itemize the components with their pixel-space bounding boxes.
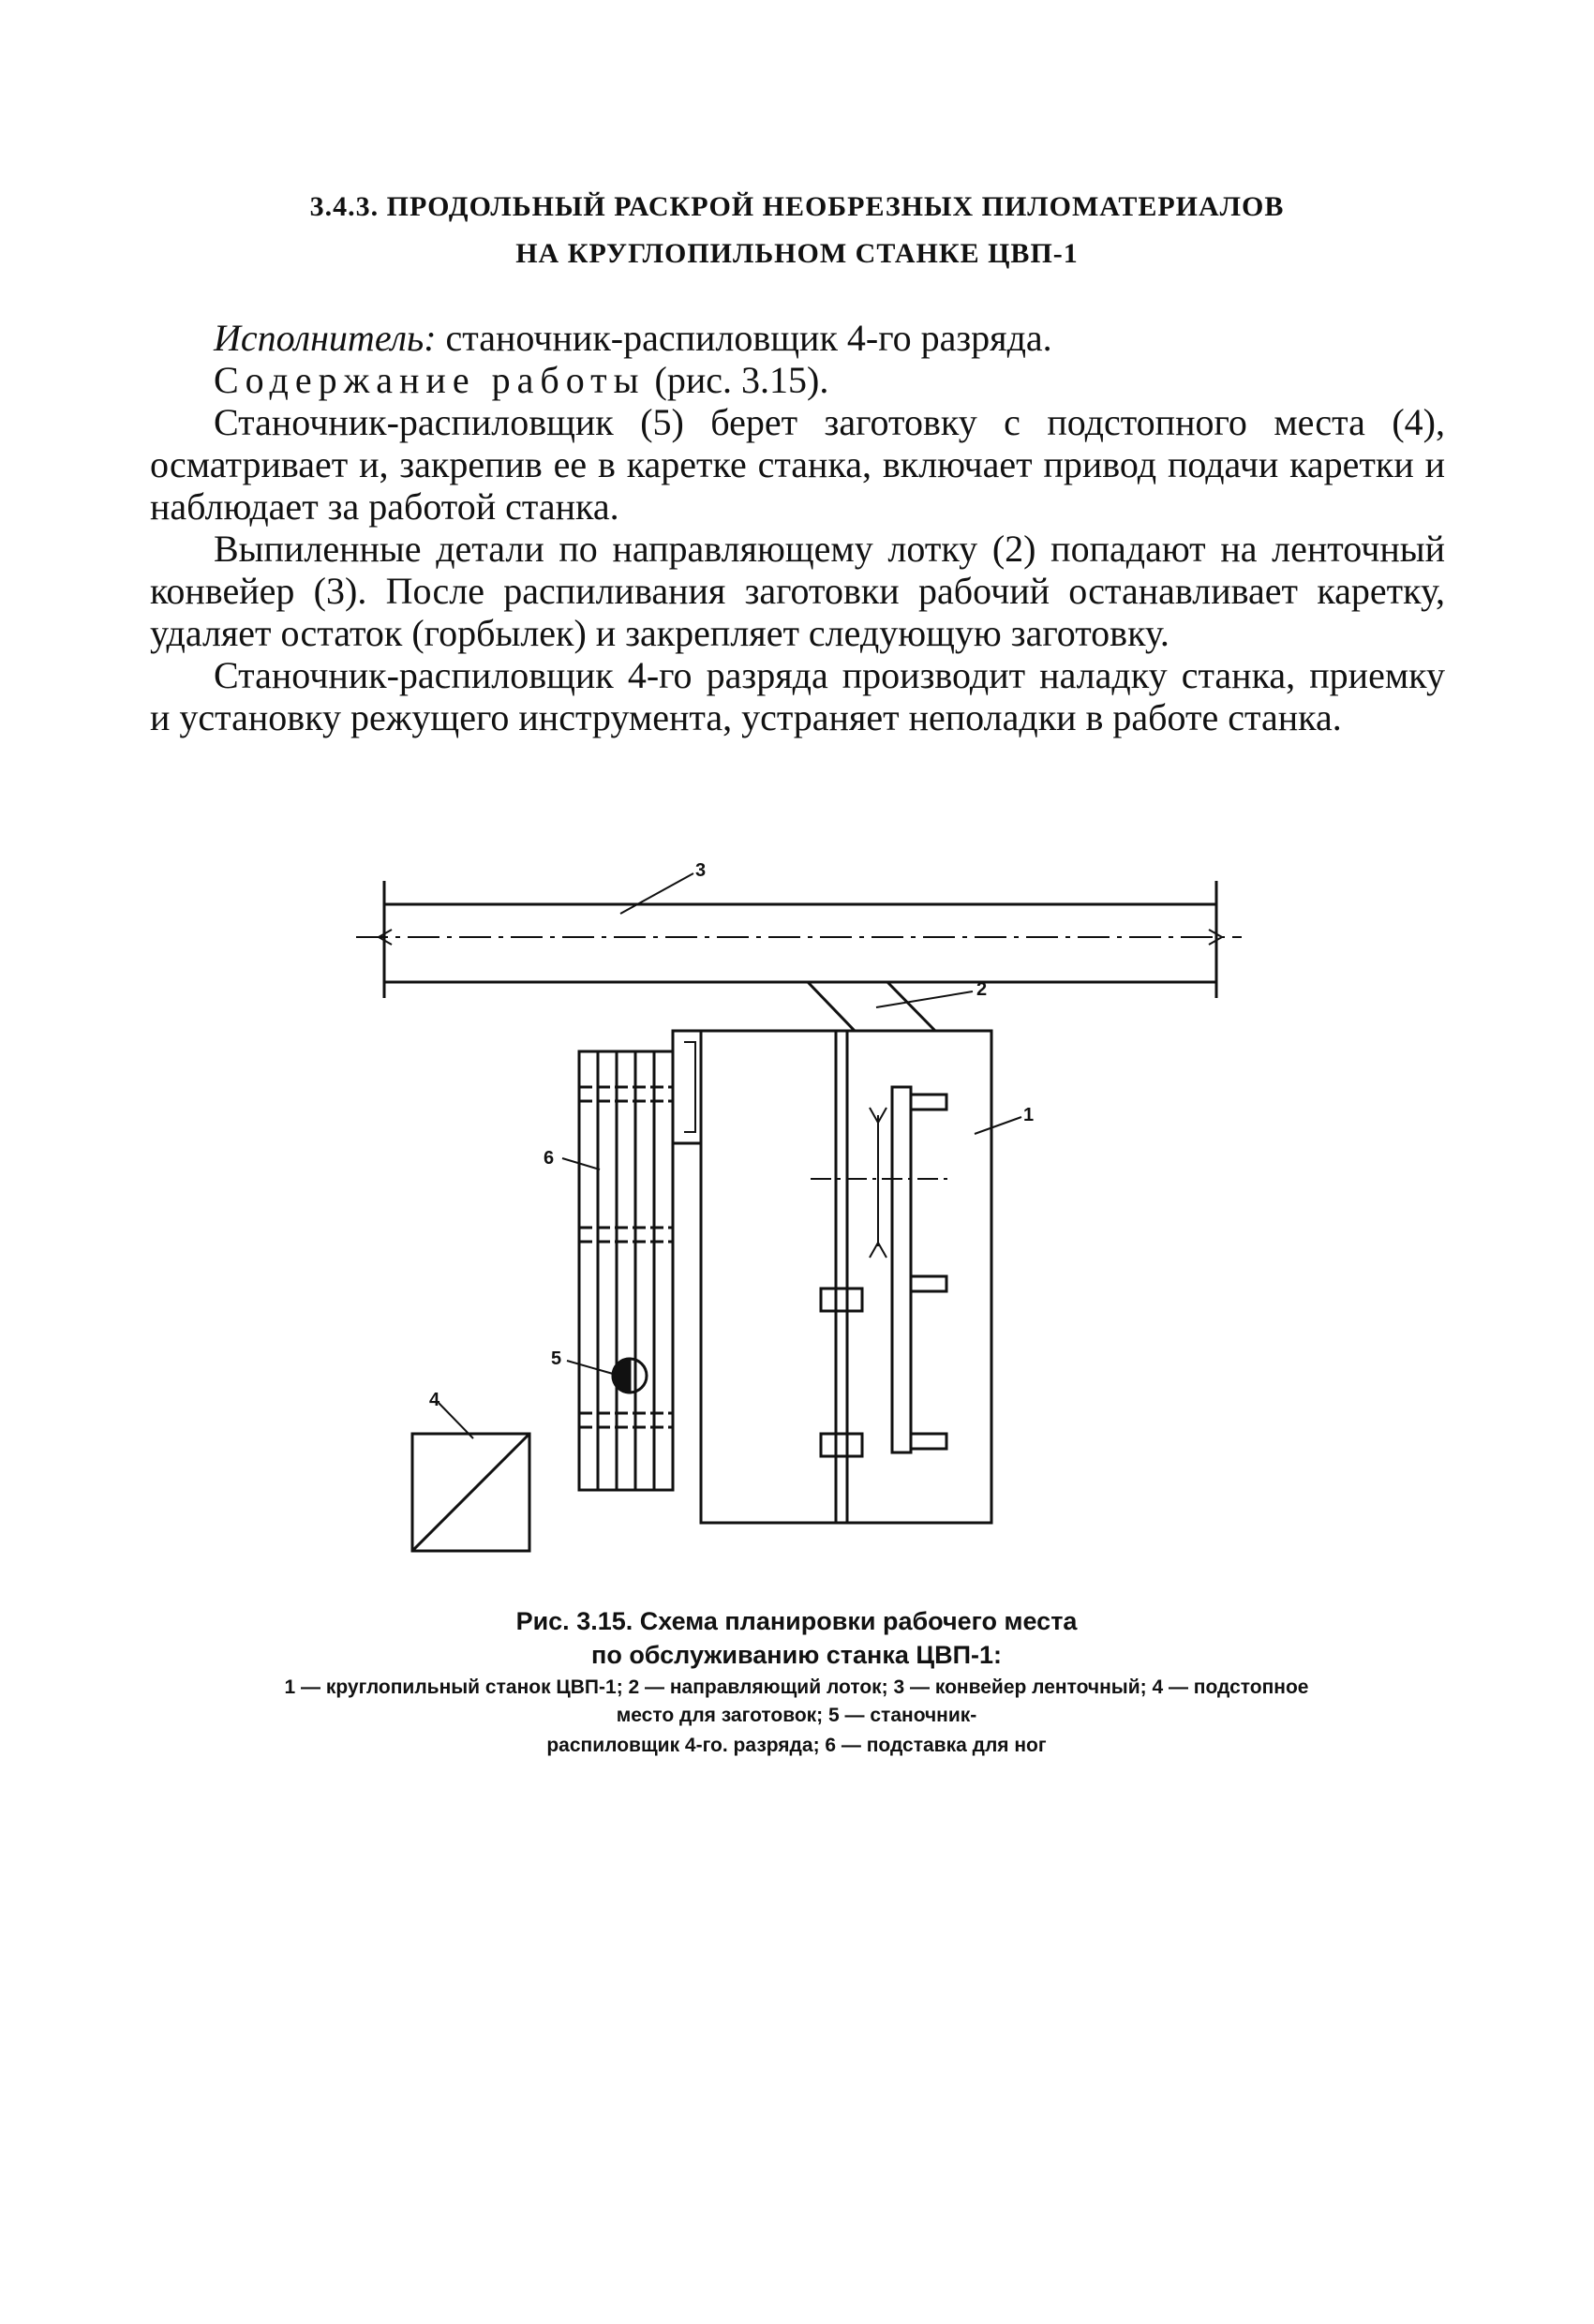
circular-saw-machine <box>701 1031 991 1523</box>
heading-line-1: 3.4.3. ПРОДОЛЬНЫЙ РАСКРОЙ НЕОБРЕЗНЫХ ПИЛОМАТЕРИАЛОВ <box>309 191 1285 222</box>
label-2: 2 <box>976 979 988 1000</box>
label-3: 3 <box>695 860 707 881</box>
paragraph-2: Выпиленные детали по направляющему лотку (2) попадают на ленточный конвейер (3). После распиливания заготовки рабочий останавливает каретку, удаляет остаток (горбылек) и закрепляет следующую заготовку. <box>150 528 1445 654</box>
belt-conveyor <box>356 881 1242 998</box>
heading-line-2: НА КРУГЛОПИЛЬНОМ СТАНКЕ ЦВП-1 <box>515 238 1079 269</box>
caption-legend-2: распиловщик 4-го. разряда; 6 — подставка для ног <box>546 1735 1047 1756</box>
label-5: 5 <box>551 1348 562 1369</box>
figure-caption <box>281 1604 1312 1760</box>
caption-title-1: Рис. 3.15. Схема планировки рабочего места <box>515 1607 1078 1635</box>
label-4: 4 <box>429 1390 440 1410</box>
guide-chute <box>808 982 935 1031</box>
executor-value: станочник-распиловщик 4-го разряда. <box>436 317 1052 359</box>
work-content-label: Содержание работы <box>214 359 646 401</box>
workpiece-storage <box>412 1434 529 1551</box>
label-1: 1 <box>1023 1105 1035 1125</box>
paragraph-1: Станочник-распиловщик (5) берет заготовку с подстопного места (4), осматривает и, закрепив ее в каретке станка, включает привод подачи каретки и наблюдает за работой станка. <box>150 401 1445 528</box>
caption-title-2: по обслуживанию станка ЦВП-1: <box>591 1641 1002 1669</box>
work-content-ref: (рис. 3.15). <box>645 359 829 401</box>
paragraph-3: Станочник-распиловщик 4-го разряда производит наладку станка, приемку и установку режущего инструмента, устраняет неполадки в работе станка. <box>150 654 1445 738</box>
caption-legend-1: 1 — круглопильный станок ЦВП-1; 2 — направляющий лоток; 3 — конвейер ленточный; 4 — подстопное место для заготовок; 5 — станочник- <box>284 1676 1309 1726</box>
label-6: 6 <box>544 1148 555 1169</box>
worker-marker <box>613 1359 647 1393</box>
executor-label: Исполнитель: <box>214 317 437 359</box>
foot-stand <box>579 1051 673 1490</box>
